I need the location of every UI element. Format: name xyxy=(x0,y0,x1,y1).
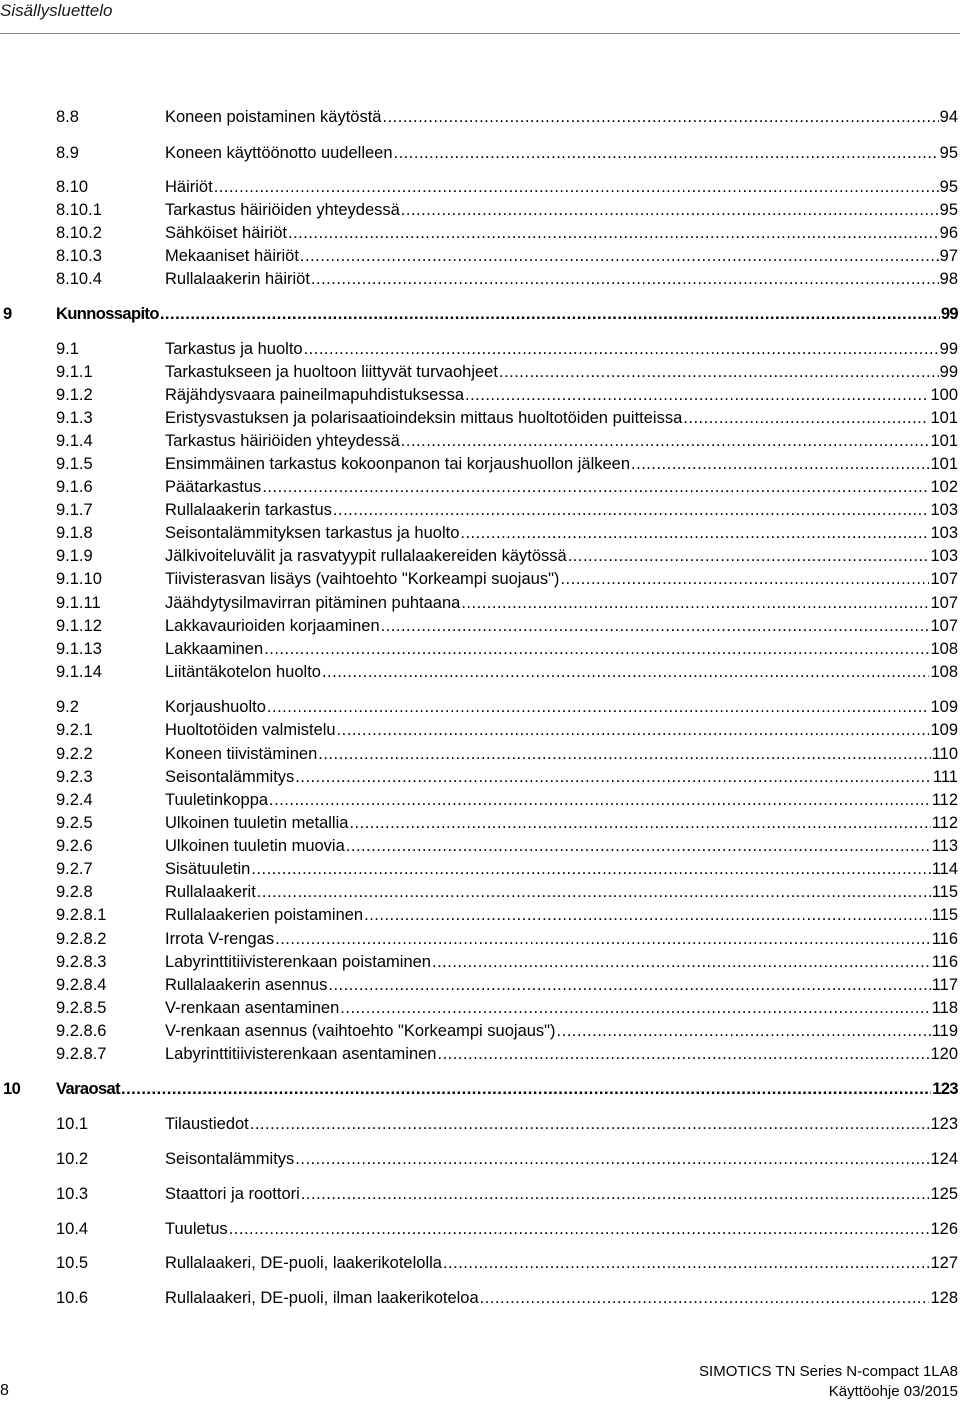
footer-document-title: Käyttöohje 03/2015 xyxy=(828,1383,958,1400)
toc-entry-9-2-8-7[interactable] xyxy=(0,1043,958,1065)
leader-dots xyxy=(557,1020,931,1042)
toc-page: 107 xyxy=(930,570,958,588)
toc-number: 9.2.4 xyxy=(56,791,93,809)
toc-page: 118 xyxy=(931,999,958,1017)
toc-entry-9-1-6[interactable] xyxy=(0,476,958,498)
toc-title: Seisontalämmityksen tarkastus ja huolto xyxy=(165,524,460,542)
toc-title: Häiriöt xyxy=(165,178,213,196)
leader-dots xyxy=(346,835,931,857)
toc-entry-9-2-8-2[interactable] xyxy=(0,928,958,950)
toc-number: 10.4 xyxy=(56,1220,89,1238)
leader-dots xyxy=(121,1078,931,1100)
leader-dots xyxy=(465,384,929,406)
toc-entry-9-1-1[interactable] xyxy=(0,361,958,383)
toc-entry-9-1-3[interactable] xyxy=(0,407,958,429)
toc-title: Rullalaakerin häiriöt xyxy=(165,270,310,288)
toc-number: 10.6 xyxy=(56,1289,89,1307)
toc-title: Seisontalämmitys xyxy=(165,1150,295,1168)
toc-entry-10-3[interactable] xyxy=(0,1183,958,1205)
toc-page: 127 xyxy=(930,1254,958,1272)
leader-dots xyxy=(160,303,940,325)
footer-document-info xyxy=(699,1362,958,1401)
toc-entry-10-5[interactable] xyxy=(0,1252,958,1274)
leader-dots xyxy=(288,222,939,244)
toc-chapter-9[interactable] xyxy=(0,303,958,325)
toc-title: Päätarkastus xyxy=(165,478,262,496)
leader-dots xyxy=(364,904,931,926)
leader-dots xyxy=(631,453,929,475)
toc-number: 9.2.6 xyxy=(56,837,93,855)
toc-title: Lakkavaurioiden korjaaminen xyxy=(165,617,380,635)
toc-page: 108 xyxy=(930,640,958,658)
toc-page: 116 xyxy=(931,930,958,948)
toc-title: Ulkoinen tuuletin metallia xyxy=(165,814,349,832)
toc-page: 125 xyxy=(930,1185,958,1203)
toc-title: Jäähdytysilmavirran pitäminen puhtaana xyxy=(165,594,461,612)
toc-entry-8-10-3[interactable] xyxy=(0,245,958,267)
toc-title: Tarkastus häiriöiden yhteydessä xyxy=(165,432,400,450)
toc-entry-9-2-8-3[interactable] xyxy=(0,951,958,973)
page-header-title: Sisällysluettelo xyxy=(0,1,113,20)
toc-chapter-10[interactable] xyxy=(0,1078,958,1100)
leader-dots xyxy=(262,476,929,498)
toc-number: 9.2.1 xyxy=(56,721,93,739)
leader-dots xyxy=(438,1043,930,1065)
toc-number: 9.1.9 xyxy=(56,547,93,565)
footer-product-name: SIMOTICS TN Series N-compact 1LA8 xyxy=(699,1363,958,1380)
toc-entry-9-2-8-5[interactable] xyxy=(0,997,958,1019)
toc-number: 9.1.4 xyxy=(56,432,93,450)
toc-page: 95 xyxy=(939,178,958,196)
toc-entry-10-4[interactable] xyxy=(0,1218,958,1240)
toc-title: Rullalaakerin tarkastus xyxy=(165,501,332,519)
toc-title: Tarkastus häiriöiden yhteydessä xyxy=(165,201,400,219)
toc-entry-8-8[interactable] xyxy=(0,106,958,128)
toc-title: Kunnossapito xyxy=(56,305,159,323)
toc-number: 8.9 xyxy=(56,144,79,162)
toc-entry-8-10-1[interactable] xyxy=(0,199,958,221)
toc-title: Labyrinttitiivisterenkaan poistaminen xyxy=(165,953,431,971)
toc-page: 126 xyxy=(930,1220,958,1238)
leader-dots xyxy=(382,106,938,128)
toc-entry-8-10-2[interactable] xyxy=(0,222,958,244)
toc-title: Eristysvastuksen ja polarisaatioindeksin mittaus huoltotöiden puitteissa xyxy=(165,409,683,427)
toc-page: 99 xyxy=(939,363,958,381)
toc-entry-9-1-13[interactable] xyxy=(0,638,958,660)
toc-title: Sähköiset häiriöt xyxy=(165,224,287,242)
toc-number: 9.1.3 xyxy=(56,409,93,427)
toc-title: V-renkaan asentaminen xyxy=(165,999,340,1017)
toc-entry-9-1-9[interactable] xyxy=(0,545,958,567)
toc-title: Labyrinttitiivisterenkaan asentaminen xyxy=(165,1045,437,1063)
toc-page: 115 xyxy=(931,883,958,901)
toc-page: 124 xyxy=(930,1150,958,1168)
toc-page: 123 xyxy=(932,1080,958,1098)
toc-entry-9-2-5[interactable] xyxy=(0,812,958,834)
toc-entry-9-1-7[interactable] xyxy=(0,499,958,521)
leader-dots xyxy=(300,245,939,267)
toc-page: 111 xyxy=(932,768,958,786)
leader-dots xyxy=(401,199,939,221)
toc-entry-8-10[interactable] xyxy=(0,176,958,198)
toc-title: Rullalaakerit xyxy=(165,883,256,901)
toc-number: 9 xyxy=(3,305,12,323)
toc-page: 103 xyxy=(930,501,958,519)
toc-entry-9-2-3[interactable] xyxy=(0,766,958,788)
toc-entry-9-1-2[interactable] xyxy=(0,384,958,406)
toc-title: Koneen poistaminen käytöstä xyxy=(165,108,382,126)
leader-dots xyxy=(250,1113,930,1135)
toc-number: 9.1.7 xyxy=(56,501,93,519)
toc-number: 10 xyxy=(3,1080,21,1098)
toc-title: Lakkaaminen xyxy=(165,640,264,658)
toc-page: 107 xyxy=(930,594,958,612)
leader-dots xyxy=(229,1218,930,1240)
toc-title: Tuuletus xyxy=(165,1220,228,1238)
toc-entry-9-1-11[interactable] xyxy=(0,592,958,614)
toc-number: 9.2.8 xyxy=(56,883,93,901)
toc-entry-9-2-8[interactable] xyxy=(0,881,958,903)
leader-dots xyxy=(251,858,930,880)
toc-title: Ensimmäinen tarkastus kokoonpanon tai korjaushuollon jälkeen xyxy=(165,455,631,473)
leader-dots xyxy=(301,1183,930,1205)
toc-page: 109 xyxy=(930,698,958,716)
leader-dots xyxy=(401,430,930,452)
toc-number: 10.5 xyxy=(56,1254,89,1272)
toc-title: Seisontalämmitys xyxy=(165,768,295,786)
toc-number: 9.2.3 xyxy=(56,768,93,786)
leader-dots xyxy=(461,592,929,614)
toc-title: Tiivisterasvan lisäys (vaihtoehto "Korkeampi suojaus") xyxy=(165,570,560,588)
toc-page: 116 xyxy=(931,953,958,971)
toc-number: 9.2 xyxy=(56,698,79,716)
leader-dots xyxy=(349,812,930,834)
leader-dots xyxy=(267,696,930,718)
toc-entry-8-10-4[interactable] xyxy=(0,268,958,290)
toc-title: Rullalaakeri, DE-puoli, ilman laakerikoteloa xyxy=(165,1289,479,1307)
toc-number: 9.2.8.4 xyxy=(56,976,107,994)
toc-number: 9.2.8.3 xyxy=(56,953,107,971)
toc-number: 8.10.3 xyxy=(56,247,102,265)
leader-dots xyxy=(460,522,929,544)
toc-number: 10.1 xyxy=(56,1115,89,1133)
toc-number: 8.10 xyxy=(56,178,89,196)
toc-page: 95 xyxy=(939,144,958,162)
toc-title: Tuuletinkoppa xyxy=(165,791,269,809)
leader-dots xyxy=(295,766,932,788)
toc-page: 98 xyxy=(939,270,958,288)
toc-page: 112 xyxy=(931,814,958,832)
toc-page: 107 xyxy=(930,617,958,635)
leader-dots xyxy=(432,951,931,973)
toc-number: 8.10.1 xyxy=(56,201,102,219)
toc-title: Koneen tiivistäminen xyxy=(165,745,318,763)
toc-page: 117 xyxy=(931,976,958,994)
toc-number: 9.2.8.2 xyxy=(56,930,107,948)
toc-number: 9.2.2 xyxy=(56,745,93,763)
toc-number: 9.1.13 xyxy=(56,640,102,658)
toc-title: Jälkivoiteluvälit ja rasvatyypit rullalaakereiden käytössä xyxy=(165,547,567,565)
toc-page: 101 xyxy=(930,432,958,450)
leader-dots xyxy=(318,743,930,765)
toc-entry-9-2-1[interactable] xyxy=(0,719,958,741)
toc-title: Liitäntäkotelon huolto xyxy=(165,663,321,681)
toc-page: 113 xyxy=(931,837,958,855)
leader-dots xyxy=(275,928,931,950)
toc-title: Räjähdysvaara paineilmapuhdistuksessa xyxy=(165,386,465,404)
toc-entry-9-1[interactable] xyxy=(0,338,958,360)
toc-entry-9-2-4[interactable] xyxy=(0,789,958,811)
toc-entry-9-2-2[interactable] xyxy=(0,743,958,765)
leader-dots xyxy=(304,338,939,360)
leader-dots xyxy=(381,615,930,637)
toc-number: 9.2.8.6 xyxy=(56,1022,107,1040)
toc-page: 101 xyxy=(930,455,958,473)
toc-title: V-renkaan asennus (vaihtoehto "Korkeampi suojaus") xyxy=(165,1022,556,1040)
leader-dots xyxy=(214,176,939,198)
toc-title: Varaosat xyxy=(56,1080,120,1098)
leader-dots xyxy=(333,499,930,521)
toc-number: 9.1.5 xyxy=(56,455,93,473)
toc-page: 95 xyxy=(939,201,958,219)
toc-page: 114 xyxy=(931,860,958,878)
toc-title: Tarkastus ja huolto xyxy=(165,340,303,358)
toc-number: 9.2.5 xyxy=(56,814,93,832)
toc-page: 110 xyxy=(931,745,958,763)
leader-dots xyxy=(394,142,939,164)
toc-title: Ulkoinen tuuletin muovia xyxy=(165,837,345,855)
toc-number: 9.1.11 xyxy=(56,594,101,612)
toc-number: 9.1 xyxy=(56,340,79,358)
toc-title: Huoltotöiden valmistelu xyxy=(165,721,336,739)
toc-entry-9-1-8[interactable] xyxy=(0,522,958,544)
leader-dots xyxy=(311,268,939,290)
leader-dots xyxy=(257,881,931,903)
toc-number: 9.2.8.7 xyxy=(56,1045,107,1063)
header-divider xyxy=(0,33,960,34)
toc-number: 10.3 xyxy=(56,1185,89,1203)
toc-number: 8.10.2 xyxy=(56,224,102,242)
toc-entry-9-2-8-4[interactable] xyxy=(0,974,958,996)
toc-page: 108 xyxy=(930,663,958,681)
toc-number: 9.1.6 xyxy=(56,478,93,496)
toc-entry-8-9[interactable] xyxy=(0,142,958,164)
toc-title: Rullalaakeri, DE-puoli, laakerikotelolla xyxy=(165,1254,442,1272)
toc-entry-9-1-10[interactable] xyxy=(0,568,958,590)
toc-page: 102 xyxy=(930,478,958,496)
toc-page: 112 xyxy=(931,791,958,809)
toc-page: 99 xyxy=(940,305,958,323)
toc-number: 9.2.7 xyxy=(56,860,93,878)
toc-number: 9.1.8 xyxy=(56,524,93,542)
leader-dots xyxy=(568,545,930,567)
toc-entry-9-1-5[interactable] xyxy=(0,453,958,475)
toc-page: 109 xyxy=(930,721,958,739)
toc-entry-9-1-4[interactable] xyxy=(0,430,958,452)
toc-page: 97 xyxy=(939,247,958,265)
toc-page: 103 xyxy=(930,547,958,565)
toc-title: Korjaushuolto xyxy=(165,698,266,716)
toc-page: 96 xyxy=(939,224,958,242)
toc-title: Tilaustiedot xyxy=(165,1115,249,1133)
toc-entry-10-6[interactable] xyxy=(0,1287,958,1309)
toc-page: 115 xyxy=(931,906,958,924)
toc-title: Tarkastukseen ja huoltoon liittyvät turvaohjeet xyxy=(165,363,498,381)
toc-page: 100 xyxy=(930,386,958,404)
leader-dots xyxy=(683,407,929,429)
toc-number: 9.1.2 xyxy=(56,386,93,404)
toc-title: Sisätuuletin xyxy=(165,860,251,878)
toc-number: 10.2 xyxy=(56,1150,89,1168)
leader-dots xyxy=(295,1148,929,1170)
leader-dots xyxy=(337,719,930,741)
toc-page: 94 xyxy=(939,108,958,126)
toc-number: 8.8 xyxy=(56,108,79,126)
toc-entry-10-1[interactable] xyxy=(0,1113,958,1135)
toc-number: 8.10.4 xyxy=(56,270,102,288)
toc-page: 123 xyxy=(930,1115,958,1133)
toc-number: 9.2.8.5 xyxy=(56,999,107,1017)
leader-dots xyxy=(328,974,930,996)
toc-title: Rullalaakerien poistaminen xyxy=(165,906,364,924)
toc-title: Koneen käyttöönotto uudelleen xyxy=(165,144,393,162)
toc-entry-9-2[interactable] xyxy=(0,696,958,718)
leader-dots xyxy=(443,1252,930,1274)
toc-title: Irrota V-rengas xyxy=(165,930,275,948)
toc-number: 9.1.1 xyxy=(56,363,93,381)
toc-entry-9-2-8-6[interactable] xyxy=(0,1020,958,1042)
toc-number: 9.1.10 xyxy=(56,570,102,588)
leader-dots xyxy=(480,1287,930,1309)
toc-entry-9-1-12[interactable] xyxy=(0,615,958,637)
leader-dots xyxy=(499,361,939,383)
toc-page: 99 xyxy=(939,340,958,358)
toc-entry-9-1-14[interactable] xyxy=(0,661,958,683)
toc-entry-10-2[interactable] xyxy=(0,1148,958,1170)
toc-number: 9.1.14 xyxy=(56,663,102,681)
toc-title: Mekaaniset häiriöt xyxy=(165,247,299,265)
leader-dots xyxy=(264,638,929,660)
toc-number: 9.1.12 xyxy=(56,617,102,635)
toc-page: 119 xyxy=(931,1022,958,1040)
leader-dots xyxy=(269,789,931,811)
leader-dots xyxy=(322,661,930,683)
toc-page: 101 xyxy=(930,409,958,427)
toc-entry-9-2-6[interactable] xyxy=(0,835,958,857)
footer-page-number: 8 xyxy=(0,1382,9,1399)
leader-dots xyxy=(560,568,929,590)
toc-page: 120 xyxy=(930,1045,958,1063)
toc-title: Staattori ja roottori xyxy=(165,1185,300,1203)
toc-entry-9-2-7[interactable] xyxy=(0,858,958,880)
toc-title: Rullalaakerin asennus xyxy=(165,976,328,994)
toc-entry-9-2-8-1[interactable] xyxy=(0,904,958,926)
toc-page: 128 xyxy=(930,1289,958,1307)
toc-page: 103 xyxy=(930,524,958,542)
toc-number: 9.2.8.1 xyxy=(56,906,107,924)
leader-dots xyxy=(340,997,930,1019)
